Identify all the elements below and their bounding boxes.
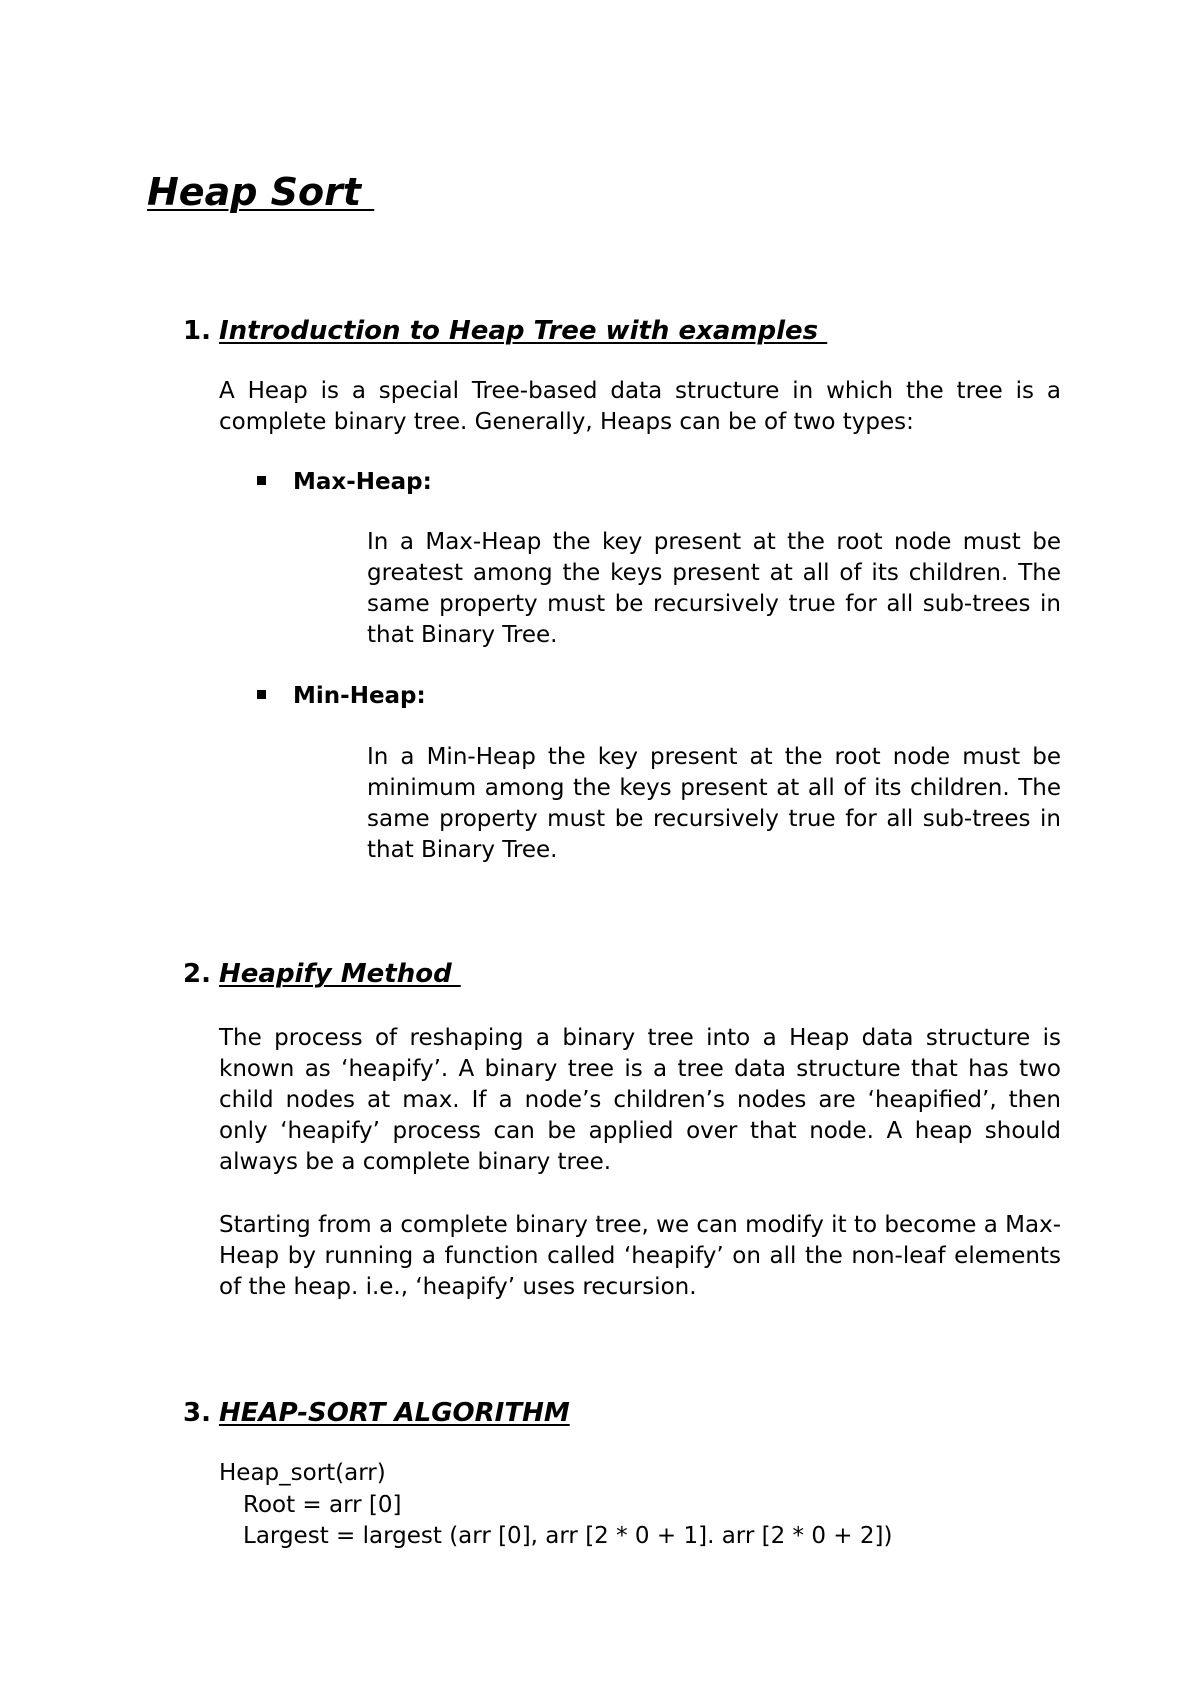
heapify-paragraph-2: Starting from a complete binary tree, we can modify it to become a Max-Heap by running a function called ‘heapify’ on all the non-leaf elements of the heap. i.e., ‘heapify’ uses recursion.: [219, 1212, 1061, 1300]
section-1-title: Introduction to Heap Tree with examples: [219, 316, 828, 346]
bullet-max-heap-label: Max-Heap:: [293, 469, 432, 495]
section-2-heading: [183, 959, 461, 989]
heapify-paragraph-1: The process of reshaping a binary tree into a Heap data structure is known as ‘heapify’. A binary tree is a tree data structure that has two child nodes at max. If a node’s children’s nodes are ‘heapified’, then only ‘heapify’ process can be applied over that node. A heap should always be a complete binary tree.: [219, 1025, 1061, 1175]
section-3-title: HEAP-SORT ALGORITHM: [219, 1398, 570, 1428]
max-heap-description: In a Max-Heap the key present at the root node must be greatest among the keys present at all of its children. The same property must be recursively true for all sub-trees in that Binary Tree.: [367, 529, 1061, 648]
algorithm-line-1: Heap_sort(arr): [219, 1460, 386, 1486]
section-1-intro: A Heap is a special Tree-based data structure in which the tree is a complete binary tree. Generally, Heaps can be of two types:: [219, 378, 1061, 435]
algorithm-line-2: Root = arr [0]: [243, 1492, 402, 1518]
section-3-heading: [183, 1398, 570, 1428]
document-title: Heap Sort: [147, 170, 375, 214]
square-bullet-icon: [257, 476, 266, 485]
algorithm-line-3: Largest = largest (arr [0], arr [2 * 0 + 1]. arr [2 * 0 + 2]): [243, 1523, 893, 1549]
min-heap-description: In a Min-Heap the key present at the root node must be minimum among the keys present at all of its children. The same property must be recursively true for all sub-trees in that Binary Tree.: [367, 744, 1061, 863]
bullet-min-heap-label: Min-Heap:: [293, 683, 426, 709]
section-2-number: 2.: [183, 959, 211, 989]
bullet-min-heap: [257, 683, 426, 709]
section-3-number: 3.: [183, 1398, 211, 1428]
section-2-title: Heapify Method: [219, 959, 461, 989]
square-bullet-icon: [257, 690, 266, 699]
bullet-max-heap: [257, 469, 432, 495]
section-1-heading: [183, 316, 827, 346]
section-1-number: 1.: [183, 316, 211, 346]
